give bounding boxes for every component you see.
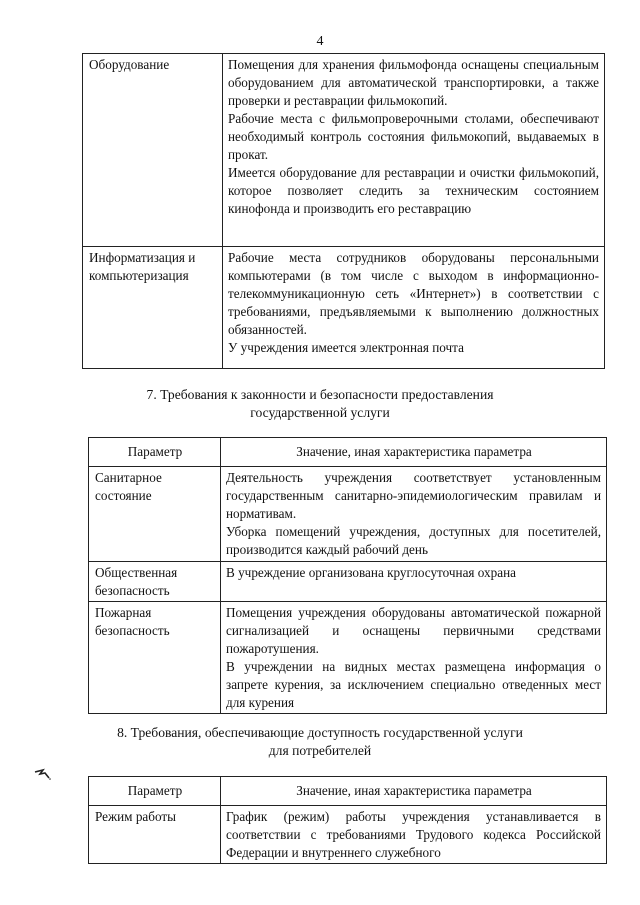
safety-requirements-table: [88, 437, 607, 714]
value-cell: [221, 562, 607, 602]
table-row: [89, 467, 607, 562]
column-header-param: Параметр: [89, 438, 221, 467]
param-cell: Общественная безопасность: [89, 562, 221, 602]
table-row: [89, 562, 607, 602]
table-header-row: [89, 777, 607, 806]
value-cell: [223, 54, 605, 247]
param-cell: Режим работы: [89, 806, 221, 864]
value-paragraph: Рабочие места с фильмопроверочными столами, обеспечивают необходимый контроль состояния фильмокопий, выдаваемых в прокат.: [228, 111, 599, 162]
accessibility-requirements-table: [88, 776, 607, 864]
value-paragraph: Деятельность учреждения соответствует установленным государственным санитарно-эпидемиологическим правилам и нормативам.: [226, 470, 601, 521]
section-title-line: 8. Требования, обеспечивающие доступность государственной услуги: [117, 725, 523, 740]
param-cell: Оборудование: [83, 54, 223, 247]
section-title-8: [0, 724, 640, 760]
value-paragraph: В учреждении на видных местах размещена информация о запрете курения, за исключением специально отведенных мест для курения: [226, 659, 601, 710]
column-header-param: Параметр: [89, 777, 221, 806]
param-cell: Санитарное состояние: [89, 467, 221, 562]
table-row: [83, 54, 605, 247]
value-paragraph: Рабочие места сотрудников оборудованы персональными компьютерами (в том числе с выходом в информационно-телекоммуникационную сеть «Интернет») в соответствии с требованиями, предъявляемыми к выполнению должностных обязанностей.: [228, 250, 599, 337]
value-paragraph: Помещения для хранения фильмофонда оснащены специальным оборудованием для автоматической транспортировки, а также проверки и реставрации фильмокопий.: [228, 57, 599, 108]
value-cell: [223, 247, 605, 369]
section-title-7: [0, 386, 640, 422]
value-cell: [221, 467, 607, 562]
table-header-row: [89, 438, 607, 467]
value-paragraph: У учреждения имеется электронная почта: [228, 340, 464, 355]
value-paragraph: График (режим) работы учреждения устанавливается в соответствии с требованиями Трудового кодекса Российской Федерации и внутреннего служебного: [226, 809, 601, 860]
value-cell: [221, 602, 607, 714]
table-row: [89, 806, 607, 864]
value-paragraph: Уборка помещений учреждения, доступных для посетителей, производится каждый рабочий день: [226, 524, 601, 557]
table-row: [89, 602, 607, 714]
column-header-value: Значение, иная характеристика параметра: [221, 777, 607, 806]
param-cell: Пожарная безопасность: [89, 602, 221, 714]
column-header-value: Значение, иная характеристика параметра: [221, 438, 607, 467]
page-number: 4: [316, 34, 324, 49]
value-paragraph: Помещения учреждения оборудованы автоматической пожарной сигнализацией и оснащены первичными средствами пожаротушения.: [226, 605, 601, 656]
section-title-line: для потребителей: [268, 743, 372, 758]
value-paragraph: В учреждение организована круглосуточная охрана: [226, 565, 517, 580]
ink-mark-icon: [34, 768, 52, 780]
value-cell: [221, 806, 607, 864]
table-row: [83, 247, 605, 369]
value-paragraph: Имеется оборудование для реставрации и очистки фильмокопий, которое позволяет следить за техническим состоянием кинофонда и производить его реставрацию: [228, 165, 599, 216]
equipment-table: [82, 53, 605, 369]
section-title-line: государственной услуги: [250, 405, 390, 420]
param-cell: Информатизация и компьютеризация: [83, 247, 223, 369]
section-title-line: 7. Требования к законности и безопасности предоставления: [146, 387, 494, 402]
